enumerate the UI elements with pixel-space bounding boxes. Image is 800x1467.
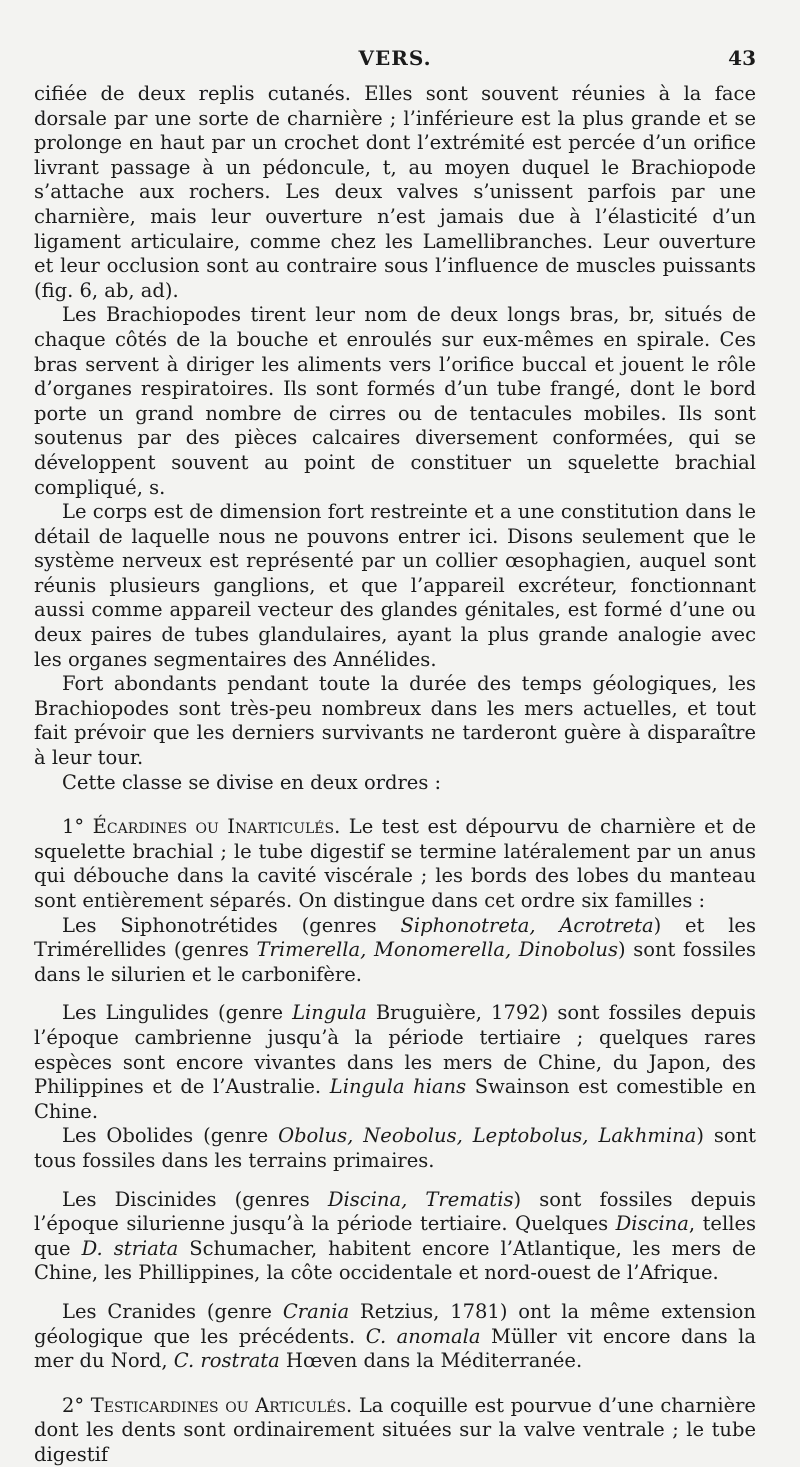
text-run: Les Discinides (genres	[62, 1187, 328, 1211]
page-number: 43	[728, 46, 756, 70]
species-name: D. striata	[81, 1236, 179, 1260]
order-ecardines-heading: 1° Écardines ou Inarticulés.	[62, 815, 341, 839]
genus-name: Obolus, Neobolus, Leptobolus, Lakhmina	[278, 1124, 697, 1148]
genus-name: Lingula	[292, 1001, 367, 1025]
genus-name: Trimerella, Monomerella, Dinobolus	[256, 938, 618, 962]
genus-name: Siphonotreta, Acrotreta	[400, 913, 654, 937]
family-lingulides	[34, 1001, 756, 1124]
order-testicardines-text: La coquille est pourvue d’une charnière dont les dents sont ordinairement situées sur la valve ventrale ; le tube digestif	[34, 1393, 756, 1466]
order-testicardines	[34, 1394, 756, 1467]
species-name: C. rostrata	[173, 1349, 280, 1373]
family-cranides	[34, 1300, 756, 1374]
family-discinides	[34, 1188, 756, 1286]
text-run: ) sont fossiles depuis l’époque silurienne jusqu’à la période tertiaire. Quelques	[34, 1187, 756, 1236]
text-run: Les Lingulides (genre	[62, 1001, 293, 1025]
order-testicardines-heading: 2° Testicardines ou Articulés.	[62, 1393, 353, 1417]
text-run: ) et les Trimérellides (genres	[34, 913, 756, 962]
body-text	[34, 82, 756, 1467]
text-run: Müller vit encore dans la mer du Nord,	[34, 1324, 756, 1373]
paragraph-abundance: Fort abondants pendant toute la durée des temps géologiques, les Brachiopodes sont très-peu nombreux dans les mers actuelles, et tout fait prévoir que les derniers survivants ne tarderont guère à disparaître à leur tour.	[34, 672, 756, 770]
text-run: Retzius, 1781) ont la même extension géologique que les précédents.	[34, 1299, 756, 1348]
genus-name: Crania	[282, 1299, 350, 1323]
text-run: Les Obolides (genre	[62, 1124, 279, 1148]
genus-name: Discina	[615, 1212, 689, 1236]
species-name: C. anomala	[365, 1324, 481, 1348]
running-title: VERS.	[358, 46, 432, 70]
running-header	[34, 46, 756, 74]
text-run: ) sont fossiles dans le silurien et le carbonifère.	[34, 938, 757, 986]
text-run: , telles que	[34, 1212, 756, 1260]
paragraph-valves: cifiée de deux replis cutanés. Elles sont souvent réunies à la face dorsale par une sorte de charnière ; l’inférieure est la plus grande et se prolonge en haut par un crochet dont l’extrémité est percée d’un orifice livrant passage à un pédoncule, t, au moyen duquel le Brachiopode s’attache aux rochers. Les deux valves s’unissent parfois par une charnière, mais leur ouverture n’est jamais due à l’élasticité d’un ligament articulaire, comme chez les Lamellibranches. Leur ouverture et leur occlusion sont au contraire sous l’influence de muscles puissants (fig. 6, ab, ad).	[34, 82, 756, 302]
text-run: ) sont tous fossiles dans les terrains primaires.	[34, 1124, 756, 1172]
family-siphonotretides	[34, 914, 756, 988]
paragraph-arms: Les Brachiopodes tirent leur nom de deux longs bras, br, situés de chaque côtés de la bouche et enroulés sur eux-mêmes en spirale. Ces bras servent à diriger les aliments vers l’orifice buccal et jouent le rôle d’organes respiratoires. Ils sont formés d’un tube frangé, dont le bord porte un grand nombre de cirres ou de tentacules mobiles. Ils sont soutenus par des pièces calcaires diversement conformées, qui se développent souvent au point de constituer un squelette brachial compliqué, s.	[34, 303, 756, 499]
text-run: Les Siphonotrétides (genres	[62, 913, 401, 937]
genus-name: Discina, Trematis	[327, 1187, 514, 1211]
text-run: Schumacher, habitent encore l’Atlantique, les mers de Chine, les Phillippines, la côte occidentale et nord-ouest de l’Afrique.	[34, 1236, 756, 1285]
paragraph-body: Le corps est de dimension fort restreinte et a une constitution dans le détail de laquelle nous ne pouvons entrer ici. Disons seulement que le système nerveux est représenté par un collier œsophagien, auquel sont réunis plusieurs ganglions, et que l’appareil excréteur, fonctionnant aussi comme appareil vecteur des glandes génitales, est formé d’une ou deux paires de tubes glandulaires, ayant la plus grande analogie avec les organes segmentaires des Annélides.	[34, 500, 756, 671]
paragraph-orders-intro: Cette classe se divise en deux ordres :	[62, 770, 442, 794]
text-run: Les Cranides (genre	[62, 1299, 283, 1323]
text-run: Swainson est comestible en Chine.	[34, 1075, 756, 1123]
order-ecardines	[34, 815, 756, 913]
text-run: Hœven dans la Méditerranée.	[279, 1349, 583, 1373]
text-run: Bruguière, 1792) sont fossiles depuis l’époque cambrienne jusqu’à la période tertiaire ; quelques rares espèces sont encore vivantes dans les mers de Chine, du Japon, des Philippines et de l’Australie.	[34, 1001, 756, 1099]
species-name: Lingula hians	[329, 1075, 467, 1099]
family-obolides	[34, 1124, 756, 1173]
order-ecardines-text: Le test est dépourvu de charnière et de squelette brachial ; le tube digestif se termine latéralement par un anus qui débouche dans la cavité viscérale ; les bords des lobes du manteau sont entièrement séparés. On distingue dans cet ordre six familles :	[34, 815, 756, 912]
